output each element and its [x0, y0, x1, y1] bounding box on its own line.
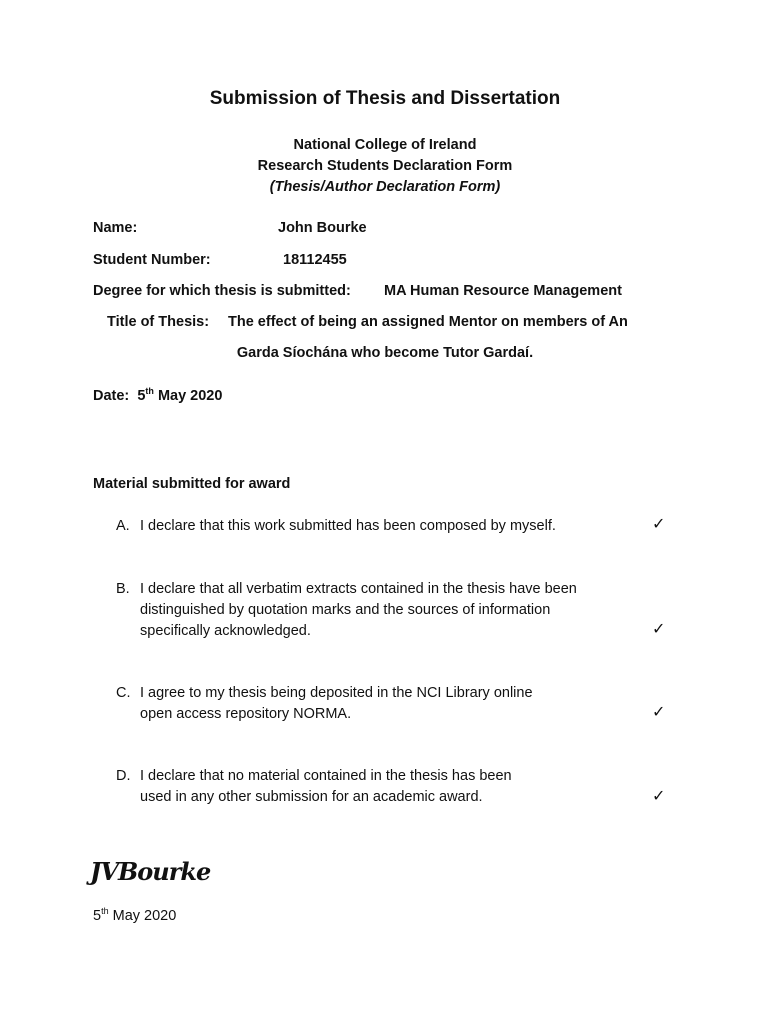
signature-date — [93, 908, 176, 924]
declaration-line: I declare that all verbatim extracts contained in the thesis have been — [140, 581, 577, 597]
date-label: Date: — [93, 388, 130, 404]
page-title: Submission of Thesis and Dissertation — [209, 88, 561, 109]
declaration-letter: A. — [116, 518, 130, 534]
date-row — [93, 388, 222, 404]
signature-date-day: 5 — [93, 908, 102, 924]
student-number-label: Student Number: — [93, 252, 211, 268]
date-suffix: th — [145, 386, 154, 396]
checkmark-icon: ✓ — [652, 788, 666, 805]
degree-label: Degree for which thesis is submitted: — [93, 283, 351, 299]
institution-name: National College of Ireland — [293, 137, 477, 153]
degree-value: MA Human Resource Management — [384, 283, 622, 299]
date-rest: May 2020 — [157, 388, 223, 404]
form-name: Research Students Declaration Form — [257, 158, 513, 174]
name-label: Name: — [93, 220, 138, 236]
declaration-line: I declare that no material contained in the thesis has been — [140, 768, 512, 784]
signature-date-suffix: th — [101, 906, 109, 916]
form-subtitle: (Thesis/Author Declaration Form) — [269, 179, 501, 195]
checkmark-icon: ✓ — [652, 704, 666, 721]
declaration-line: specifically acknowledged. — [140, 623, 311, 639]
declaration-letter: C. — [116, 685, 131, 701]
declaration-letter: D. — [116, 768, 131, 784]
date-day: 5 — [137, 388, 146, 404]
declaration-line: I agree to my thesis being deposited in the NCI Library online — [140, 685, 533, 701]
thesis-title-line-1: The effect of being an assigned Mentor on members of An — [228, 314, 628, 330]
checkmark-icon: ✓ — [652, 621, 666, 638]
checkmark-icon: ✓ — [652, 516, 666, 533]
declaration-line: open access repository NORMA. — [140, 706, 352, 722]
signature: JVBourke — [90, 857, 211, 886]
material-heading: Material submitted for award — [93, 476, 291, 492]
declaration-letter: B. — [116, 581, 130, 597]
name-value: John Bourke — [278, 220, 367, 236]
signature-date-rest: May 2020 — [112, 908, 177, 924]
declaration-line: used in any other submission for an academic award. — [140, 789, 483, 805]
thesis-title-label: Title of Thesis: — [107, 314, 210, 330]
student-number-value: 18112455 — [283, 252, 347, 268]
declaration-line: distinguished by quotation marks and the sources of information — [140, 602, 551, 618]
declaration-line: I declare that this work submitted has been composed by myself. — [140, 518, 556, 534]
thesis-title-line-2: Garda Síochána who become Tutor Gardaí. — [236, 345, 534, 361]
